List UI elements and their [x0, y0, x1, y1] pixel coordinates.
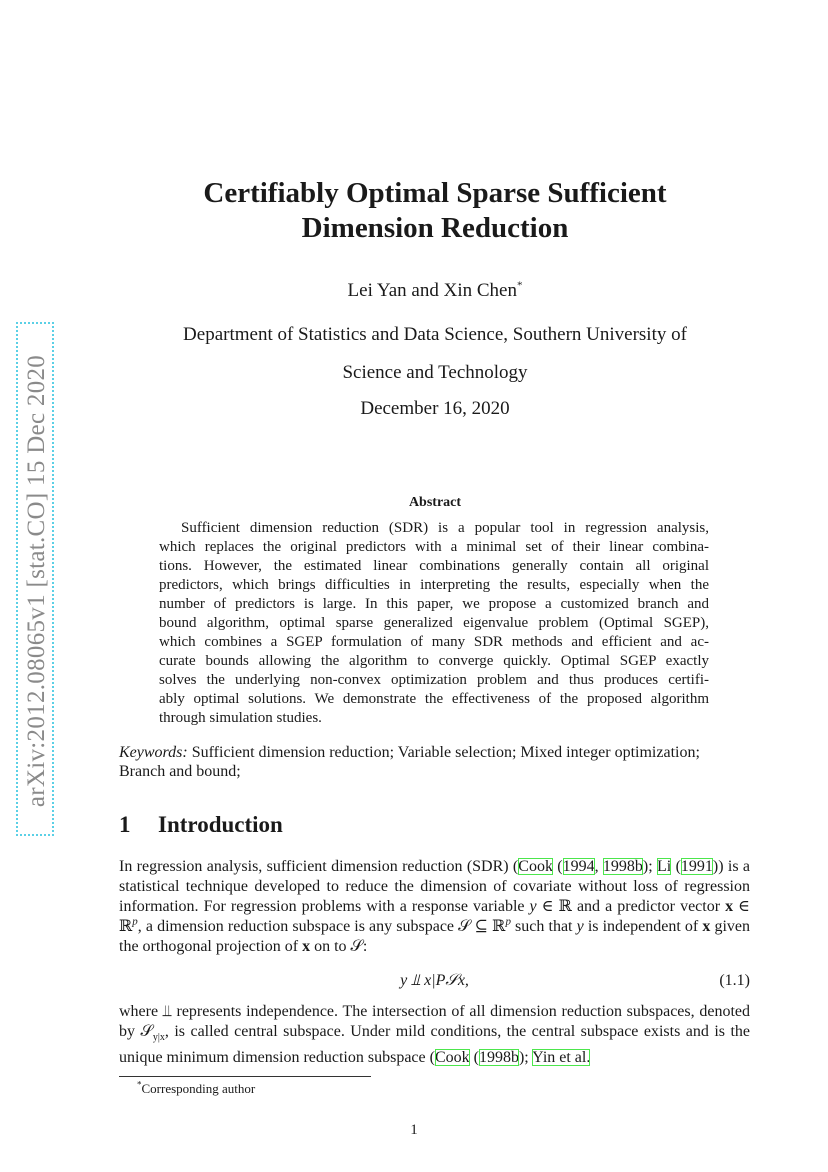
intro-text: such that: [510, 918, 577, 935]
citation-link-1998b[interactable]: 1998b: [478, 1049, 519, 1067]
math-subspace-s: 𝒮: [458, 918, 471, 935]
math-var-y: y: [529, 898, 537, 915]
author-footnote-mark[interactable]: *: [516, 279, 523, 292]
math-var-y: y: [576, 918, 584, 935]
citation-link-yin[interactable]: Yin et al.: [532, 1049, 591, 1067]
math-subscript-yx: y|x: [152, 1032, 165, 1044]
intro-text: :: [362, 938, 368, 955]
abstract-line: through simulation studies.: [159, 710, 322, 726]
page-number: 1: [410, 1122, 418, 1138]
footnote-divider: [119, 1076, 371, 1077]
math-var-x: x: [725, 898, 734, 915]
section-title: Introduction: [158, 812, 283, 837]
equation-number: (1.1): [719, 972, 750, 989]
arxiv-identifier-stamp[interactable]: [16, 322, 54, 836]
intro-text: where ⫫ represents independence. The intersection of all dimension reduction subspaces, denoted by: [119, 1003, 750, 1040]
intro-text: ∈ ℝ and a predictor vector: [536, 898, 726, 915]
citation-link-1991[interactable]: 1991: [680, 858, 713, 875]
author-list: [120, 280, 750, 302]
intro-text: , a dimension reduction subspace is any subspace: [137, 918, 459, 935]
equation-1-1: [119, 972, 750, 992]
intro-text: (: [552, 858, 563, 875]
abstract-line: Sufficient dimension reduction (SDR) is a popular tool in regression analysis,: [181, 520, 709, 536]
introduction-paragraph: [119, 857, 750, 957]
affiliation-line-1: Department of Statistics and Data Science, Southern University of: [183, 324, 687, 345]
keywords-text: Sufficient dimension reduction; Variable selection; Mixed integer optimization; Branch and bound;: [119, 744, 700, 780]
paper-title: [120, 176, 750, 246]
arxiv-identifier-text: arXiv:2012.08065v1 [stat.CO] 15 Dec 2020: [23, 354, 50, 808]
abstract-line: number of predictors is large. In this paper, we propose a customized branch and: [159, 596, 709, 612]
math-var-x: x: [702, 918, 711, 935]
title-line-1: Certifiably Optimal Sparse Sufficient: [203, 177, 667, 209]
math-sup-p: p: [505, 915, 511, 928]
footnote-mark: *: [137, 1079, 142, 1090]
intro-text: )) is a statistical technique developed to reduce the dimension of covariate without loss of regression information. For regression problems with a response variable: [119, 858, 750, 915]
introduction-paragraph-continued: [119, 1002, 750, 1068]
abstract-body: [159, 519, 709, 728]
intro-text: given the orthogonal projection of: [119, 918, 751, 955]
citation-link-1994[interactable]: 1994: [562, 858, 595, 875]
author-affiliation: [120, 316, 750, 392]
intro-text: );: [518, 1049, 533, 1067]
math-central-subspace: 𝒮: [140, 1023, 153, 1040]
citation-link-li[interactable]: Li: [657, 858, 672, 875]
abstract-line: which replaces the original predictors with a minimal set of their linear combina-: [159, 539, 709, 555]
intro-text: In regression analysis, sufficient dimension reduction (SDR) (: [119, 858, 519, 875]
abstract-line: tions. However, the estimated linear combinations generally contain all original: [159, 558, 709, 574]
footnote: [137, 1081, 255, 1097]
abstract-line: which combines a SGEP formulation of many SDR methods and efficient and ac-: [159, 634, 709, 650]
title-line-2: Dimension Reduction: [301, 212, 569, 244]
affiliation-line-2: Science and Technology: [342, 362, 528, 383]
abstract-line: solves the underlying non-convex optimization problem and thus produces certifi-: [159, 672, 709, 688]
citation-link-1998b[interactable]: 1998b: [602, 858, 643, 875]
section-heading: [119, 812, 283, 838]
citation-link-cook[interactable]: Cook: [518, 858, 553, 875]
intro-text: (: [469, 1049, 479, 1067]
intro-text: ∈ ℝ: [119, 898, 751, 935]
math-var-x: x: [302, 938, 311, 955]
publication-date: December 16, 2020: [360, 398, 510, 419]
citation-link-cook[interactable]: Cook: [434, 1049, 470, 1067]
abstract-line: bound algorithm, optimal sparse generalized eigenvalue problem (Optimal SGEP),: [159, 615, 709, 631]
intro-text: );: [642, 858, 658, 875]
abstract-line: ably optimal solutions. We demonstrate the effectiveness of the proposed algorithm: [159, 691, 709, 707]
math-sup-p: p: [132, 915, 138, 928]
keywords-label: Keywords:: [119, 744, 188, 761]
abstract-line: predictors, which brings difficulties in interpreting the results, especially when the: [159, 577, 709, 593]
math-subspace-s: 𝒮: [350, 938, 363, 955]
intro-text: is independent of: [583, 918, 703, 935]
intro-text: on to: [310, 938, 351, 955]
abstract-heading: Abstract: [408, 495, 462, 510]
intro-text: , is called central subspace. Under mild conditions, the central subspace exists and is the unique minimum dimension reduction subspace (: [119, 1023, 751, 1067]
section-number: 1: [119, 812, 131, 837]
equation-body: y ⫫ x|P𝒮x,: [400, 972, 469, 989]
author-names: Lei Yan and Xin Chen: [347, 280, 517, 301]
intro-text: ,: [594, 858, 603, 875]
intro-text: ⊆ ℝ: [470, 918, 506, 935]
keywords: [119, 743, 750, 781]
abstract-line: curate bounds allowing the algorithm to converge quickly. Optimal SGEP exactly: [159, 653, 709, 669]
footnote-text: Corresponding author: [141, 1081, 256, 1096]
intro-text: (: [671, 858, 681, 875]
